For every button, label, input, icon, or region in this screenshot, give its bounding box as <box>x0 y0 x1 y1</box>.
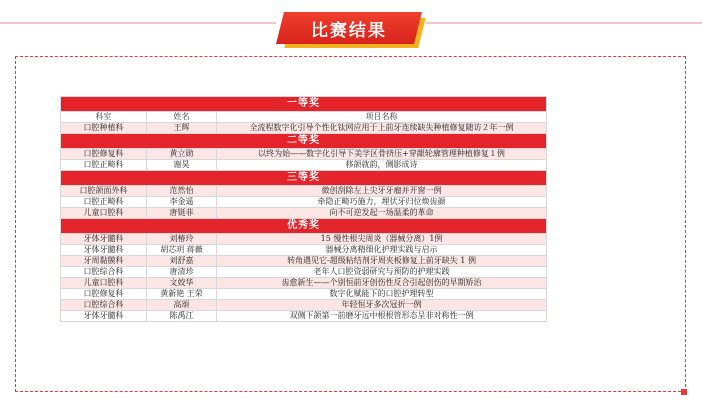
cell-project: 牵隐正畸巧施力，埋伏牙归位焕齿颜 <box>217 197 547 208</box>
cell-department: 口腔颌面外科 <box>61 186 147 197</box>
award-section-header <box>61 171 547 186</box>
banner-title: 比赛结果 <box>311 20 387 41</box>
table-row <box>61 197 547 208</box>
cell-project: 数字化赋能下的口腔护理转型 <box>217 289 547 300</box>
cell-name: 胡芯玥 蒋薇 <box>147 245 217 256</box>
table-row <box>61 245 547 256</box>
table-row <box>61 123 547 134</box>
cell-name: 刘椿玲 <box>147 234 217 245</box>
cell-name: 李金遥 <box>147 197 217 208</box>
cell-department: 儿童口腔科 <box>61 208 147 219</box>
cell-project: 老年人口腔资弱研究与预防的护理实践 <box>217 267 547 278</box>
cell-name: 唐清珍 <box>147 267 217 278</box>
cell-project: 向不可逆发起一场温柔的革命 <box>217 208 547 219</box>
table-row <box>61 267 547 278</box>
column-header-department: 科室 <box>61 112 147 123</box>
cell-project: 移颌就韵，侧影成诗 <box>217 160 547 171</box>
column-header-project: 项目名称 <box>217 112 547 123</box>
cell-name: 文姣华 <box>147 278 217 289</box>
table-row <box>61 278 547 289</box>
cell-department: 口腔修复科 <box>61 149 147 160</box>
table-row <box>61 256 547 267</box>
cell-department: 牙体牙髓科 <box>61 245 147 256</box>
results-banner <box>276 12 422 44</box>
award-section-title: 三等奖 <box>61 171 547 186</box>
cell-department: 口腔综合科 <box>61 267 147 278</box>
banner-left-line <box>0 22 276 24</box>
cell-project: 以终为始——数字化引导下美学区骨挤压+穿龈轮廓管理种植修复１例 <box>217 149 547 160</box>
table-row <box>61 311 547 322</box>
cell-name: 王辉 <box>147 123 217 134</box>
cell-department: 牙体牙髓科 <box>61 311 147 322</box>
award-section-header <box>61 219 547 234</box>
award-section-header <box>61 97 547 112</box>
cell-department: 口腔种植科 <box>61 123 147 134</box>
cell-project: 年轻恒牙多次冠折一例 <box>217 300 547 311</box>
cell-name: 高頌 <box>147 300 217 311</box>
cell-name: 黄新艳 王荣 <box>147 289 217 300</box>
cell-name: 刘舒嘉 <box>147 256 217 267</box>
cell-name: 范然怡 <box>147 186 217 197</box>
banner-area <box>0 0 702 48</box>
table-row <box>61 208 547 219</box>
banner-right-line <box>426 22 702 24</box>
cell-project: 15 慢性根尖周炎（器械分离）1例 <box>217 234 547 245</box>
table-row <box>61 149 547 160</box>
cell-department: 口腔正畸科 <box>61 160 147 171</box>
cell-project: 转角遇见它-超级粘结剂牙周夹板修复上前牙缺失 1 例 <box>217 256 547 267</box>
table-row <box>61 234 547 245</box>
cell-project: 器械分离精细化护理实践与启示 <box>217 245 547 256</box>
cell-department: 口腔修复科 <box>61 289 147 300</box>
award-section-title: 二等奖 <box>61 134 547 149</box>
corner-dot <box>681 389 687 395</box>
table-row <box>61 186 547 197</box>
cell-name: 唐铤菲 <box>147 208 217 219</box>
cell-department: 口腔综合科 <box>61 300 147 311</box>
results-table <box>60 96 547 322</box>
cell-name: 黄立勋 <box>147 149 217 160</box>
cell-project: 微创刮除左上尖牙牙瘤并开窗一例 <box>217 186 547 197</box>
cell-project: 全流程数字化引导个性化钛网应用于上前牙连续缺失种植修复随访２年一例 <box>217 123 547 134</box>
column-header-row <box>61 112 547 123</box>
cell-project: 齿愈新生——个别恒前牙创伤性反合引起创伤的早期矫治 <box>217 278 547 289</box>
cell-project: 双侧下颌第一前磨牙远中根根管形态呈非对称性一例 <box>217 311 547 322</box>
award-section-title: 一等奖 <box>61 97 547 112</box>
table-row <box>61 289 547 300</box>
cell-department: 牙周黏膜科 <box>61 256 147 267</box>
table-row <box>61 300 547 311</box>
award-section-header <box>61 134 547 149</box>
award-section-title: 优秀奖 <box>61 219 547 234</box>
cell-department: 儿童口腔科 <box>61 278 147 289</box>
column-header-name: 姓名 <box>147 112 217 123</box>
cell-department: 牙体牙髓科 <box>61 234 147 245</box>
cell-department: 口腔正畸科 <box>61 197 147 208</box>
cell-name: 谢昊 <box>147 160 217 171</box>
table-row <box>61 160 547 171</box>
cell-name: 陈禹江 <box>147 311 217 322</box>
